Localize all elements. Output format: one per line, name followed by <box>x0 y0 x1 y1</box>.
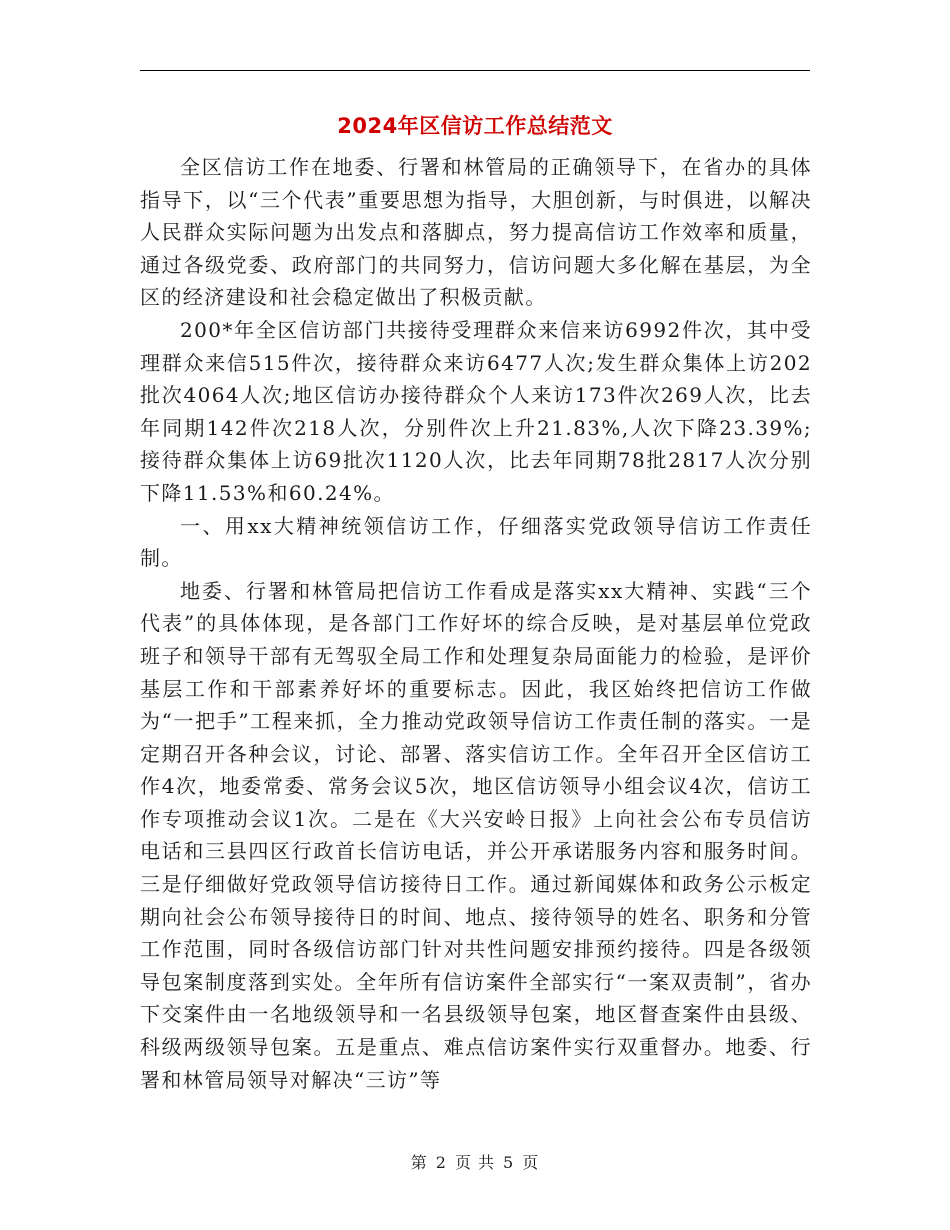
footer-suffix: 页 <box>522 1153 540 1172</box>
footer-page-number: 2 <box>435 1153 447 1172</box>
footer-total-pages: 5 <box>503 1153 515 1172</box>
footer-middle: 页 共 <box>454 1153 496 1172</box>
page-footer <box>0 1152 950 1174</box>
document-body <box>140 151 812 1096</box>
paragraph-intro: 全区信访工作在地委、行署和林管局的正确领导下，在省办的具体指导下，以“三个代表”重要思想为指导，大胆创新，与时俱进，以解决人民群众实际问题为出发点和落脚点，努力提高信访工作效率和质量，通过各级党委、政府部门的共同努力，信访问题大多化解在基层，为全区的经济建设和社会稳定做出了积极贡献。 <box>140 155 812 310</box>
section-heading-1: 一、用xx大精神统领信访工作，仔细落实党政领导信访工作责任制。 <box>140 513 812 571</box>
paragraph-statistics: 200*年全区信访部门共接待受理群众来信来访6992件次，其中受理群众来信515件次，接待群众来访6477人次;发生群众集体上访202批次4064人次;地区信访办接待群众个人来访173件次269人次，比去年同期142件次218人次，分别件次上升21.83%,人次下降23.39%;接待群众集体上访69批次1120人次，比去年同期78批2817人次分别下降11.53%和60.24%。 <box>140 317 812 505</box>
paragraph-responsibility: 地委、行署和林管局把信访工作看成是落实xx大精神、实践“三个代表”的具体体现，是各部门工作好坏的综合反映，是对基层单位党政班子和领导干部有无驾驭全局工作和处理复杂局面能力的检验，是评价基层工作和干部素养好坏的重要标志。因此，我区始终把信访工作做为“一把手”工程来抓，全力推动党政领导信访工作责任制的落实。一是定期召开各种会议，讨论、部署、落实信访工作。全年召开全区信访工作4次，地委常委、常务会议5次，地区信访领导小组会议4次，信访工作专项推动会议1次。二是在《大兴安岭日报》上向社会公布专员信访电话和三县四区行政首长信访电话，并公开承诺服务内容和服务时间。三是仔细做好党政领导信访接待日工作。通过新闻媒体和政务公示板定期向社会公布领导接待日的时间、地点、接待领导的姓名、职务和分管工作范围，同时各级信访部门针对共性问题安排预约接待。四是各级领导包案制度落到实处。全年所有信访案件全部实行“一案双责制”，省办下交案件由一名地级领导和一名县级领导包案，地区督查案件由县级、科级两级领导包案。五是重点、难点信访案件实行双重督办。地委、行署和林管局领导对解决“三访”等 <box>140 578 812 1092</box>
document-title: 2024年区信访工作总结范文 <box>337 114 613 138</box>
footer-prefix: 第 <box>410 1153 428 1172</box>
header-rule <box>140 70 810 71</box>
